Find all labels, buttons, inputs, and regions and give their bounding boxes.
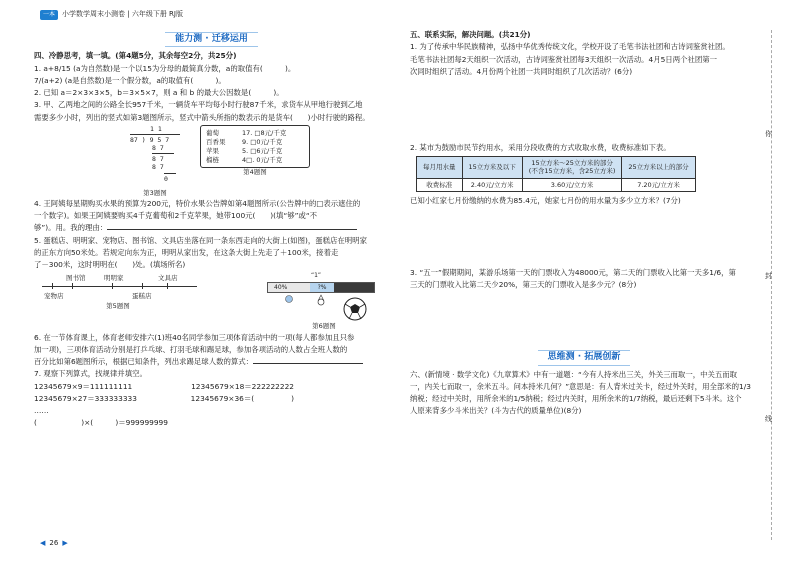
ellipsis: …… <box>34 406 49 415</box>
table-cell: 收费标准 <box>417 178 463 191</box>
division-quotient: 1 1 <box>150 124 162 133</box>
brand-logo: 一本 <box>40 10 58 20</box>
answer-blank[interactable] <box>107 229 357 230</box>
table-cell: 3.60元/立方米 <box>522 178 622 191</box>
question-4b: 一个数字)。如果王阿姨要购买4千克葡萄和2千克苹果，她带100元( )(填“够”或“不 <box>34 211 318 221</box>
label-stationery: 文具店 <box>158 274 178 283</box>
question-6b: 加一项)，三项体育活动分别是打乒乓球、打羽毛球和踢足球，参加各项活动的人数占全班人数的 <box>34 344 348 354</box>
question-4a: 4. 王阿姨每星期购买水果的预算为200元，特价水果公告牌如第4题图所示(公告牌中的□表示遮住的 <box>34 198 361 208</box>
long-division <box>130 125 180 189</box>
page-number <box>40 539 68 548</box>
question-2: 2. 已知 a＝2×3×3×5，b＝3×5×7，则 a 和 b 的最大公因数是( )。 <box>34 88 284 97</box>
right-question-3a: 3. “五一”假期期间，某游乐场第一天的门票收入为48000元，第二天的门票收入比第一天多1/6，第 <box>410 267 736 277</box>
question-7: 7. 观察下列算式，找规律并填空。 <box>34 369 147 379</box>
division-dividend: 87 ) 9 5 7 <box>130 134 180 144</box>
table-cell: 2.40元/立方米 <box>462 178 522 191</box>
question-6a: 6. 在一节体育课上，体育老师安排六(1)班40名同学参加三项体育活动中的一项(每人都参加且只参 <box>34 332 355 342</box>
answer-space-2[interactable] <box>410 208 758 268</box>
right-question-6d: 人原来背多少斗米出关？(斗为古代的质量单位)(8分) <box>410 406 582 416</box>
equation: 12345679×36＝( ) <box>190 393 294 403</box>
section-title-ability: 能力测 · 迁移运用 <box>34 32 389 47</box>
right-question-3b: 三天的门票收入比第二天少20%，第三天的门票收入是多少元？(8分) <box>410 280 637 290</box>
question-3a: 3. 甲、乙两地之间的公路全长957千米，一辆货车平均每小时行驶87千米，求货车从甲地行驶到乙地 <box>34 100 363 110</box>
part4-heading: 四、冷静思考，填一填。(第4题5分，其余每空2分，共25分) <box>34 51 237 61</box>
table-row <box>417 157 696 178</box>
price-row: 榴梿 4□. 0元/千克 <box>206 156 283 165</box>
price-row: 百香果 9. □0元/千克 <box>206 137 283 146</box>
binding-label: 你 <box>765 130 772 138</box>
header-title: 小学数学周末小测卷 | 六年级下册 RJ版 <box>62 10 183 19</box>
question-5c: 了－300米，这时明明在( )处。(填场所名) <box>34 260 186 270</box>
pingpong-ball-icon <box>286 296 293 303</box>
percentage-bar <box>259 272 389 322</box>
prev-page-icon[interactable]: ◀ <box>40 539 46 548</box>
figure-row-5-6 <box>34 272 389 330</box>
equation: 12345679×27＝333333333 <box>34 393 137 403</box>
equation: 12345679×9＝111111111 <box>34 381 133 391</box>
water-fee-table <box>416 156 696 191</box>
question-6c: 百分比如第6题图所示，根据已知条件，列出求踢足球人数的算式： <box>34 357 389 366</box>
label-mingming-home: 明明家 <box>104 274 124 283</box>
page-number-text: 26 <box>49 539 59 548</box>
caption-fig4: 第4题图 <box>243 168 267 177</box>
price-row: 苹果 5. □6元/千克 <box>206 147 283 155</box>
left-column <box>34 30 389 431</box>
answer-space-1[interactable] <box>410 79 758 143</box>
question-5a: 5. 蛋糕店、明明家、宠物店、图书馆、文具店坐落在同一条东西走向的大街上(如图)，蛋糕店在明明家 <box>34 235 367 245</box>
sports-icons <box>259 294 389 322</box>
question-4c: 够”)。用。我的理由： <box>34 223 389 232</box>
table-cell: 15立方米～25立方米的部分 (不含15立方米，含25立方米) <box>522 157 622 178</box>
right-column <box>410 30 758 419</box>
label-cake-shop: 蛋糕店 <box>132 292 152 301</box>
right-question-2: 2. 某市为鼓励市民节约用水，采用分段收费的方式收取水费，收费标准如下表。 <box>410 143 671 152</box>
street-number-line <box>42 272 202 302</box>
price-board <box>200 125 310 169</box>
equation: 12345679×18＝222222222 <box>191 381 294 391</box>
label-pet-store: 宠物店 <box>44 292 64 301</box>
table-cell: 7.20元/立方米 <box>622 178 695 191</box>
equation-blank: ( )×( )＝999999999 <box>34 418 168 428</box>
soccer-ball-icon <box>344 298 366 320</box>
division-step-1: 8 7 <box>152 143 164 152</box>
caption-fig6: 第6题图 <box>312 322 336 331</box>
question-5b: 的正东方向50米处。若规定向东为正，明明从家出发，在这条大街上先走了＋100米，接着走 <box>34 247 339 257</box>
price-row: 葡萄 17. □8元/千克 <box>206 128 287 137</box>
caption-fig3: 第3题图 <box>143 188 167 197</box>
table-row <box>417 178 696 191</box>
answer-blank[interactable] <box>253 363 363 364</box>
badminton-icon <box>318 295 324 305</box>
section-title-thinking: 思维测 · 拓展创新 <box>410 350 758 365</box>
division-remainder: 0 <box>164 173 176 183</box>
division-step-2: 8 7 <box>152 153 174 163</box>
question-1b: 7/(a+2) (a是自然数)是一个假分数，a的取值有( )。 <box>34 75 226 85</box>
binding-line <box>771 30 772 540</box>
equation-row-1 <box>34 382 294 391</box>
right-question-1a: 1. 为了传承中华民族精神，弘扬中华优秀传统文化，学校开设了毛笔书法社团和古诗词鉴赏社团。 <box>410 42 730 52</box>
binding-label: 封 <box>765 272 772 280</box>
right-question-2-ask: 已知小红家七月份缴纳的水费为85.4元，她家七月份的用水量为多少立方米？(7分) <box>410 195 681 205</box>
division-step-3: 8 7 <box>152 162 164 171</box>
right-question-6b: 一，内关七而取一，余米五斗。问本持米几何？”意思是：有人背米过关卡，经过外关时，用全部米的1/3 <box>410 381 751 391</box>
right-question-6a: 六、(新情境 · 数学文化)《九章算术》中有一道题：“今有人持米出三关，外关三而取一，中关五而取 <box>410 369 738 379</box>
figure-6 <box>259 272 389 330</box>
part5-heading: 五、联系实际，解决问题。(共21分) <box>410 30 531 39</box>
question-3b: 需要多少小时，列出的竖式如第3题图所示，竖式中箭头所指的数表示的是货车( )小时行驶的路程。 <box>34 112 370 122</box>
label-library: 图书馆 <box>66 274 86 283</box>
equation-row-2 <box>34 394 294 403</box>
table-cell: 每月用水量 <box>417 157 463 178</box>
right-question-6c: 纳税；经过中关时，用所余米的1/5纳税；经过内关时，用所余米的1/7纳税，最后还剩下5斗米。这个 <box>410 394 742 404</box>
right-question-1b: 毛笔书法社团每2天组织一次活动，古诗词鉴赏社团每3天组织一次活动。4月5日两个社团第一 <box>410 54 718 64</box>
segment-40: 40% <box>268 283 310 292</box>
table-cell: 15立方米及以下 <box>462 157 522 178</box>
question-1a: 1. a+8/15 (a为自然数)是一个以15为分母的最简真分数，a的取值有( )。 <box>34 63 296 73</box>
table-cell: 25立方米以上的部分 <box>622 157 695 178</box>
caption-fig5: 第5题图 <box>106 302 130 311</box>
figure-5 <box>34 272 202 330</box>
answer-space-3[interactable] <box>410 292 758 348</box>
next-page-icon[interactable]: ▶ <box>62 539 68 548</box>
figure-row-3-4 <box>130 125 389 197</box>
segment-unknown: ?% <box>310 283 333 292</box>
figure-3 <box>130 125 180 197</box>
binding-label: 线 <box>765 415 772 423</box>
figure-4 <box>200 125 310 177</box>
right-question-1c: 次同时组织了活动。4月份两个社团一共同时组织了几次活动？(6分) <box>410 66 633 76</box>
page-header <box>40 10 183 20</box>
whole-label: “1” <box>311 272 322 280</box>
